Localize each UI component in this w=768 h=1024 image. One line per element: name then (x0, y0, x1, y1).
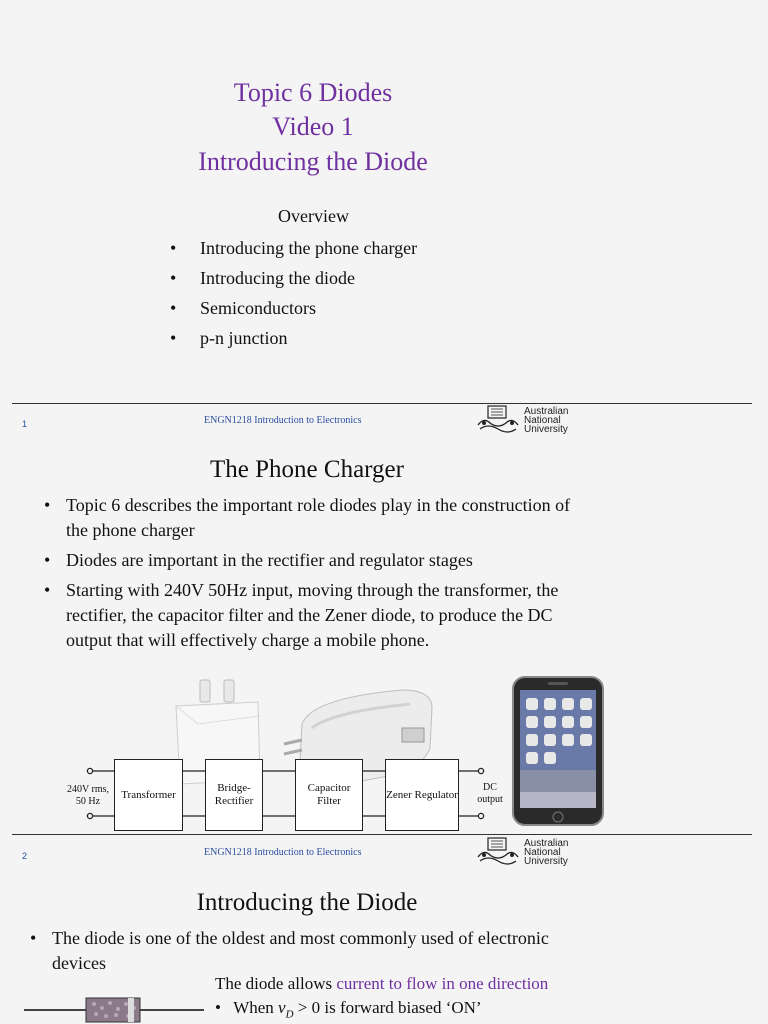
bullet-text: Topic 6 describes the important role diodes play in the construction of the phone charger (66, 495, 571, 540)
sub-bullet-prefix: When (233, 998, 279, 1017)
slide-title-line-2: Video 1 (272, 112, 354, 141)
slide-title-line-3: Introducing the Diode (198, 147, 428, 176)
bullet-glyph: • (44, 495, 51, 515)
slide-1 (0, 0, 768, 404)
bullet-text: Diodes are important in the rectifier and regulator stages (66, 550, 473, 570)
overview-item (170, 266, 355, 290)
logo-line: University (524, 856, 568, 867)
bullet-item (44, 548, 584, 573)
bullet-item (44, 578, 584, 653)
block-zener-regulator: Zener Regulator (385, 759, 459, 831)
slide-number: 1 (22, 419, 28, 429)
anu-crest-icon (476, 405, 520, 433)
bullet-glyph: • (170, 298, 177, 318)
output-label (468, 782, 512, 806)
block-bridge-rectifier: Bridge-Rectifier (205, 759, 263, 831)
bullet-item (44, 493, 584, 543)
footer-course-text: ENGN1218 Introduction to Electronics (204, 847, 362, 858)
bullet-item (30, 926, 570, 976)
overview-item-text: p-n junction (200, 328, 288, 348)
slide-3-title: Introducing the Diode (196, 889, 418, 916)
logo-line: Australian (524, 406, 569, 417)
logo-line: National (524, 415, 561, 426)
sub-bullet (215, 998, 482, 1020)
bullet-text: Starting with 240V 50Hz input, moving through the transformer, the rectifier, the capacitor filter and the Zener diode, to produce the DC output that will effectively charge a mobile phone. (66, 580, 559, 650)
block-capacitor-filter: Capacitor Filter (295, 759, 363, 831)
bullet-glyph: • (170, 268, 177, 288)
block-transformer: Transformer (114, 759, 183, 831)
bullet-glyph: • (170, 328, 177, 348)
slide-2-title: The Phone Charger (210, 456, 404, 483)
var-v: v (278, 998, 286, 1017)
anu-crest-icon (476, 837, 520, 865)
slide-number: 2 (22, 851, 28, 861)
overview-item-text: Semiconductors (200, 298, 316, 318)
anu-logo (476, 405, 586, 435)
allows-highlight: current to flow in one direction (336, 974, 549, 993)
overview-item-text: Introducing the diode (200, 268, 355, 288)
anu-logo-text (524, 839, 568, 866)
diode-allows-text (215, 974, 548, 994)
slide-divider (12, 403, 752, 404)
sub-bullet-suffix: > 0 is forward biased ‘ON’ (293, 998, 482, 1017)
bullet-glyph: • (30, 928, 37, 948)
bullet-glyph: • (44, 550, 51, 570)
anu-logo (476, 837, 586, 867)
allows-prefix: The diode allows (215, 974, 337, 993)
mobile-phone-image (512, 676, 604, 826)
logo-line: University (524, 424, 568, 435)
overview-item (170, 236, 417, 260)
logo-line: National (524, 847, 561, 858)
var-sub: D (285, 1008, 294, 1021)
footer-course-text: ENGN1218 Introduction to Electronics (204, 415, 362, 426)
input-label-line: 240V rms, (66, 784, 110, 795)
output-label-line: output (477, 794, 503, 805)
overview-item (170, 296, 316, 320)
bullet-glyph: • (170, 238, 177, 258)
bullet-glyph: • (44, 580, 51, 600)
slide-divider (12, 834, 752, 835)
overview-heading: Overview (278, 206, 349, 226)
diode-component-image (24, 994, 204, 1024)
bullet-glyph: • (215, 998, 221, 1017)
overview-item-text: Introducing the phone charger (200, 238, 418, 258)
overview-item (170, 326, 288, 350)
bullet-text: The diode is one of the oldest and most commonly used of electronic devices (52, 928, 549, 973)
output-label-line: DC (483, 782, 497, 793)
input-label (58, 784, 118, 808)
logo-line: Australian (524, 838, 569, 849)
slide-title-line-1: Topic 6 Diodes (233, 78, 393, 107)
input-label-line: 50 Hz (75, 796, 101, 807)
anu-logo-text (524, 407, 568, 434)
